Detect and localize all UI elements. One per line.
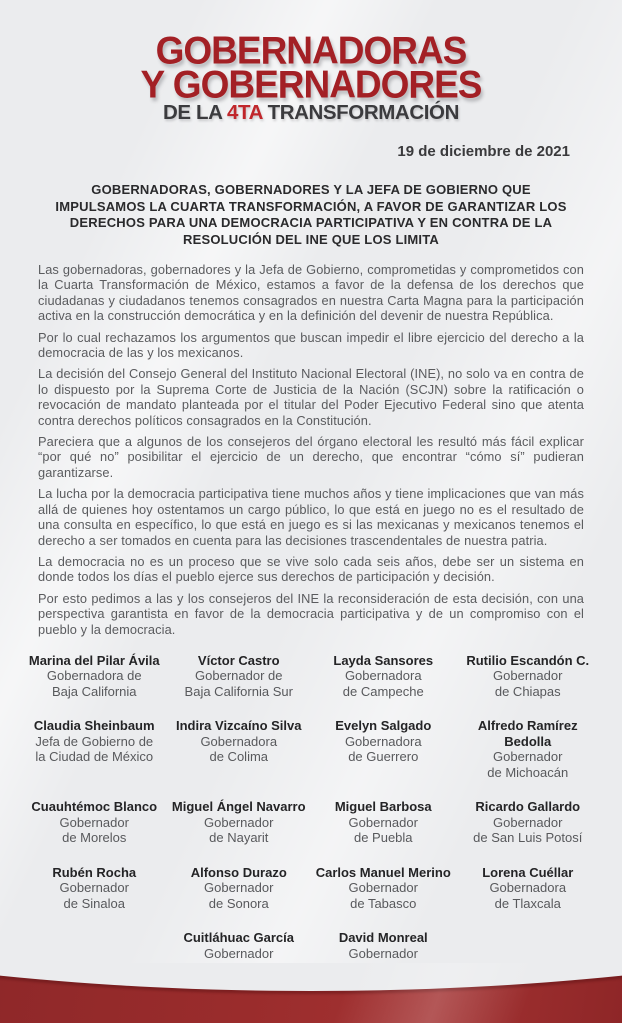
signatory-role: Gobernador: [493, 814, 563, 830]
signatory: [458, 865, 599, 912]
signatory-name: Rubén Rocha: [52, 864, 137, 880]
signatory-name: Ricardo Gallardo: [475, 799, 581, 815]
signatory-role: Gobernador: [348, 880, 418, 896]
statement-paragraph: Pareciera que a algunos de los consejeros del órgano electoral les resultó más fácil explicar “por qué no” posibilitar el ejercicio de un derecho, que encontrar “cómo sí” pudieran garantizarse.: [38, 434, 584, 480]
signatory-role: Gobernador de: [195, 668, 283, 684]
statement-body: [38, 262, 584, 637]
signatory: [458, 653, 599, 700]
signatory-name: Evelyn Salgado: [335, 718, 432, 734]
signatory-name: Carlos Manuel Merino: [315, 864, 451, 880]
signatory: [24, 865, 165, 912]
signatory-role: de Chiapas: [494, 683, 561, 699]
signatory: [169, 653, 310, 700]
signatory-role: de Puebla: [353, 830, 413, 846]
statement-paragraph: La lucha por la democracia participativa tiene muchos años y tiene implicaciones que van más allá de quienes hoy ostentamos un cargo público, lo que está en juego no es el resultado de una consulta en específico, lo que está en juego es si las mexicanas y mexicanos tenemos el derecho a ser tomados en cuenta para las decisiones trascendentales de nuestra patria.: [38, 486, 584, 548]
signatory: [313, 718, 454, 780]
statement-paragraph: Por lo cual rechazamos los argumentos que buscan impedir el libre ejercicio del derecho a la democracia de las y los mexicanos.: [38, 329, 584, 361]
signatory: [24, 718, 165, 780]
signatory-role: de Guerrero: [348, 749, 419, 765]
signatory-role: Gobernadora de: [46, 668, 142, 684]
ribbon-sheen: [0, 963, 622, 1023]
signatory-role: Gobernador: [493, 749, 563, 765]
subtitle-highlight-4ta: 4TA: [227, 101, 263, 124]
statement-paragraph: Por esto pedimos a las y los consejeros del INE la reconsideración de esta decisión, con una perspectiva garantista en favor de la democracia participativa y de un compromiso con el pueblo y la democracia.: [38, 590, 584, 637]
signatory-role: de Colima: [209, 749, 269, 765]
signatory-role: Gobernadora: [489, 880, 567, 896]
signatory-name: Alfredo Ramírez Bedolla: [477, 718, 578, 749]
signatory-role: de San Luis Potosí: [473, 830, 583, 846]
signatory-role: de Michoacán: [487, 764, 569, 780]
signatory: [169, 718, 310, 780]
signatory-role: de Tabasco: [350, 895, 417, 911]
signatory-role: Gobernador: [59, 814, 129, 830]
signatory-name: Rutilio Escandón C.: [466, 652, 590, 668]
statement-paragraph: La decisión del Consejo General del Instituto Nacional Electoral (INE), no solo va en contra de lo dispuesto por la Suprema Corte de Justicia de la Nación (SCJN) sobre la ratificación o revocación de mandato planteada por el titular del Poder Ejecutivo Federal sino que atenta contra derechos políticos consagrados en la Constitución.: [38, 366, 584, 428]
signatory-name: Indira Vizcaíno Silva: [176, 718, 302, 734]
signatory-name: Lorena Cuéllar: [482, 864, 574, 880]
signatory-role: Gobernador: [204, 945, 274, 961]
bottom-red-ribbon: [0, 963, 622, 1023]
signatory-role: Gobernador: [204, 814, 274, 830]
main-title-line-1: GOBERNADORAS: [155, 28, 467, 73]
signatory-name: Miguel Ángel Navarro: [171, 799, 306, 815]
signatory-name: Cuauhtémoc Blanco: [31, 799, 158, 815]
signatory-role: de Morelos: [62, 830, 127, 846]
signatory-role: Gobernador: [348, 945, 418, 961]
signatory-name: Layda Sansores: [333, 652, 434, 668]
signatory-role: Gobernadora: [200, 733, 278, 749]
signatory-role: Jefa de Gobierno de: [35, 733, 154, 749]
signatory-role: Gobernador: [204, 880, 274, 896]
signatories-grid: [24, 653, 598, 977]
signatory-role: de Campeche: [342, 683, 424, 699]
signatory-role: Gobernador: [59, 880, 129, 896]
main-title-line-2: Y GOBERNADORES: [140, 62, 482, 107]
signatory: [313, 865, 454, 912]
signatory-name: Víctor Castro: [197, 652, 280, 668]
signatory-role: Gobernadora: [344, 733, 422, 749]
statement-paragraph: La democracia no es un proceso que se vive solo cada seis años, debe ser un sistema en donde todos los días el pueblo ejerce sus derechos de participación y decisión.: [38, 553, 584, 585]
statement-paragraph: Las gobernadoras, gobernadores y la Jefa de Gobierno, comprometidas y comprometidos con la Cuarta Transformación de México, estamos a favor de la defensa de los derechos que ciudadanas y ciudadanos tenemos consagrados en nuestra Carta Magna para la participación activa en la construcción democrática y en la definición del devenir de nuestra República.: [38, 262, 584, 324]
signatory-name: David Monreal: [338, 930, 428, 946]
document-date: 19 de diciembre de 2021: [397, 143, 570, 160]
signatory: [169, 799, 310, 846]
signatory-name: Marina del Pilar Ávila: [28, 652, 160, 668]
signatory-role: Baja California: [51, 683, 137, 699]
signatory-role: la Ciudad de México: [35, 749, 154, 765]
signatory: [313, 799, 454, 846]
document-header: [0, 0, 622, 125]
signatory-role: Gobernadora: [344, 668, 422, 684]
signatory: [458, 799, 599, 846]
signatory-role: Gobernador: [493, 668, 563, 684]
signatory: [313, 653, 454, 700]
signatory-name: Claudia Sheinbaum: [33, 718, 155, 734]
signatory: [24, 653, 165, 700]
signatory-name: Miguel Barbosa: [334, 799, 432, 815]
signatory-role: de Sonora: [208, 895, 269, 911]
signatory-role: de Nayarit: [209, 830, 269, 846]
subtitle-prefix: DE LA: [162, 101, 228, 124]
signatory-name: Alfonso Durazo: [190, 864, 287, 880]
signatory-role: de Tlaxcala: [494, 895, 561, 911]
signatory: [169, 865, 310, 912]
signatory-role: de Sinaloa: [63, 895, 125, 911]
signatory-role: Gobernador: [348, 814, 418, 830]
statement-heading: GOBERNADORAS, GOBERNADORES Y LA JEFA DE GOBIERNO QUE IMPULSAMOS LA CUARTA TRANSFORMACIÓN, A FAVOR DE GARANTIZAR LOS DERECHOS PARA UNA DEMOCRACIA PARTICIPATIVA Y EN CONTRA DE LA RESOLUCIÓN DEL INE QUE LOS LIMITA: [55, 182, 567, 247]
signatory: [458, 718, 599, 780]
signatory-role: Baja California Sur: [184, 683, 293, 699]
signatory: [24, 799, 165, 846]
signatory-name: Cuitláhuac García: [183, 930, 295, 946]
subtitle-suffix: TRANSFORMACIÓN: [262, 101, 459, 124]
